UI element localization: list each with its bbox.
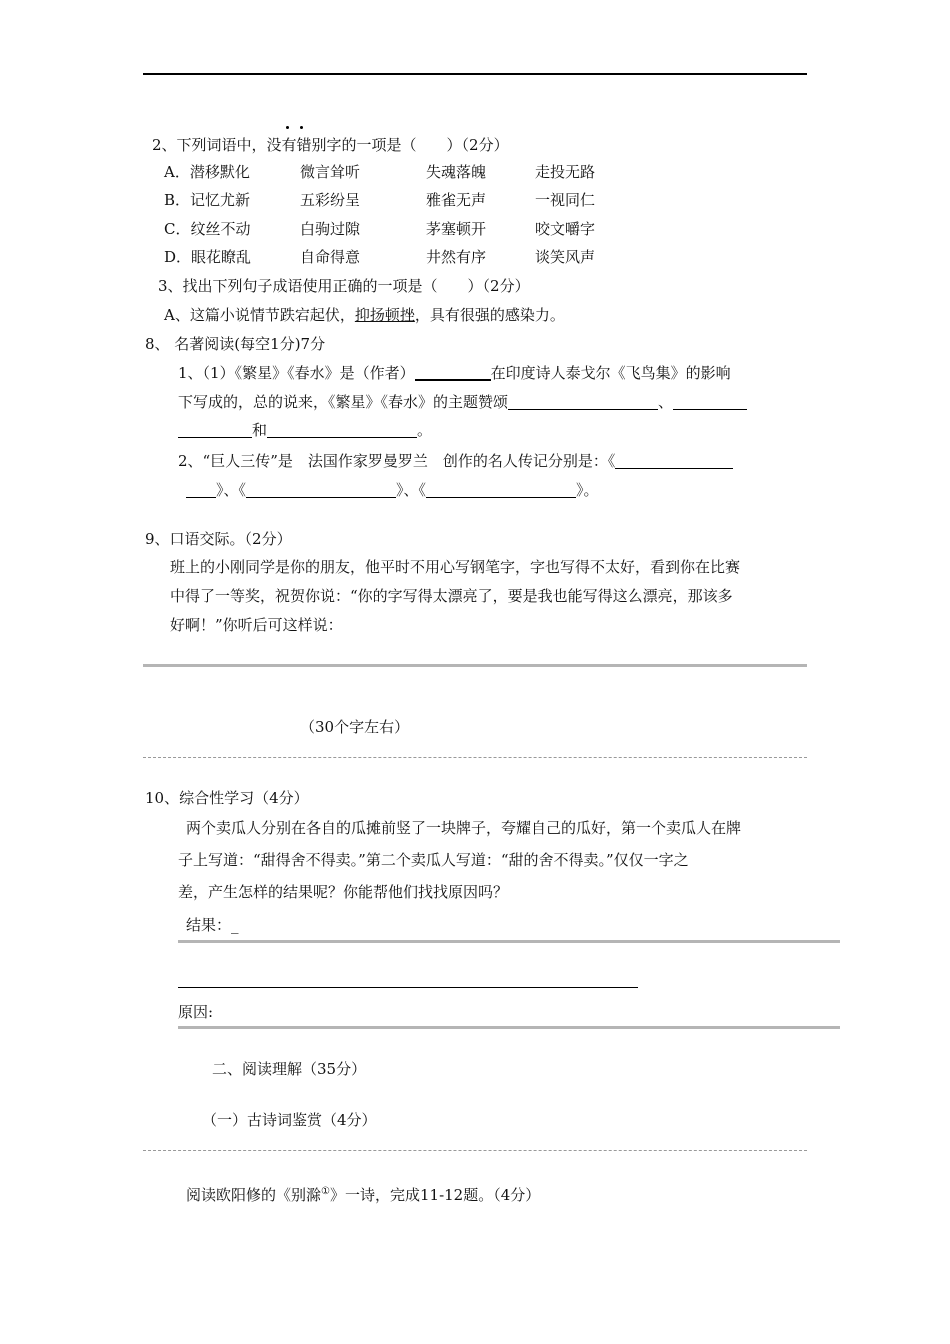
q8-line4: [178, 450, 733, 471]
intro-text: 阅读欧阳修的《别滁: [186, 1186, 322, 1204]
answer-blank[interactable]: [426, 481, 576, 498]
option-word: 雅雀无声: [426, 191, 487, 209]
answer-blank[interactable]: [508, 393, 658, 410]
q8-line3: [178, 419, 432, 440]
option-word: 微言耸听: [300, 163, 361, 181]
q10-result-line[interactable]: [178, 940, 840, 943]
q8-title: 8、 名著阅读(每空1分)7分: [145, 335, 326, 353]
q8-text: 、: [658, 393, 674, 411]
q10-result-line-2[interactable]: [178, 987, 638, 988]
q8-text: 。: [417, 421, 433, 439]
answer-blank[interactable]: [415, 363, 491, 381]
reading-intro: [186, 1184, 540, 1205]
q3-text: A、这篇小说情节跌宕起伏，: [164, 306, 355, 324]
q10-paragraph-line: 差，产生怎样的结果呢？你能帮他们找找原因吗？: [178, 883, 509, 901]
section-title: 二、阅读理解（35分）: [212, 1060, 367, 1078]
q10-result-label: 结果：_: [186, 916, 239, 934]
q9-title: 9、口语交际。（2分）: [145, 530, 292, 548]
emphasis-dot: [286, 126, 289, 129]
q8-text: 》。: [576, 481, 599, 499]
option-word: 自命得意: [300, 248, 361, 266]
q9-paragraph-line: 中得了一等奖，祝贺你说：“你的字写得太漂亮了，要是我也能写得这么漂亮，那该多: [170, 587, 733, 605]
option-word: B．记忆尤新: [164, 191, 251, 209]
option-word: A．潜移默化: [164, 163, 250, 181]
option-word: 咬文嚼字: [535, 220, 596, 238]
q8-text: 在印度诗人泰戈尔《飞鸟集》的影响: [490, 364, 731, 382]
q8-line5: [186, 479, 599, 500]
q8-line1: [178, 362, 731, 383]
option-word: D．眼花瞭乱: [164, 248, 252, 266]
answer-blank[interactable]: [186, 481, 216, 498]
dashed-divider: [143, 1150, 807, 1151]
answer-blank[interactable]: [178, 421, 252, 438]
option-word: 失魂落魄: [426, 163, 487, 181]
q10-paragraph-line: 两个卖瓜人分别在各自的瓜摊前竖了一块牌子，夸耀自己的瓜好，第一个卖瓜人在牌: [186, 819, 742, 837]
q8-text: 》、《: [396, 481, 427, 499]
q8-text: 和: [252, 421, 268, 439]
option-word: 白驹过隙: [300, 220, 361, 238]
q10-paragraph-line: 子上写道：“甜得舍不得卖。”第二个卖瓜人写道：“甜的舍不得卖。”仅仅一字之: [178, 851, 689, 869]
q2-stem: 2、下列词语中，没有错别字的一项是（ ）（2分）: [152, 136, 509, 154]
subsection-title: （一）古诗词鉴赏（4分）: [202, 1111, 377, 1129]
option-word: 茅塞顿开: [426, 220, 487, 238]
q8-text: 2、“巨人三传”是 法国作家罗曼罗兰 创作的名人传记分别是：《: [178, 452, 616, 470]
option-word: 谈笑风声: [535, 248, 596, 266]
q9-paragraph-line: 好啊！”你听后可这样说：: [170, 616, 343, 634]
q8-line2: [178, 391, 747, 412]
q10-title: 10、综合性学习（4分）: [145, 789, 309, 807]
option-word: 走投无路: [535, 163, 596, 181]
q9-hint: （30个字左右）: [300, 718, 410, 736]
q9-answer-line[interactable]: [143, 664, 807, 667]
option-word: 井然有序: [426, 248, 487, 266]
answer-blank[interactable]: [673, 393, 747, 410]
q8-text: 》、《: [216, 481, 247, 499]
dashed-divider: [143, 757, 807, 758]
q3-stem: 3、找出下列句子成语使用正确的一项是（ ）（2分）: [158, 277, 530, 295]
q3-text: ，具有很强的感染力。: [414, 306, 565, 324]
q3-option-a: [164, 304, 565, 325]
q8-text: 1、（1）《繁星》《春水》是（作者）: [178, 364, 415, 382]
option-word: 一视同仁: [535, 191, 596, 209]
q3-underlined-idiom: 抑扬顿挫: [354, 306, 415, 324]
answer-blank[interactable]: [615, 452, 733, 469]
q8-text: 下写成的，总的说来，《繁星》《春水》的主题赞颂: [178, 393, 509, 411]
q9-paragraph-line: 班上的小刚同学是你的朋友，他平时不用心写钢笔字，字也写得不太好，看到你在比赛: [170, 558, 741, 576]
intro-text: 》一诗，完成11-12题。（4分）: [329, 1186, 541, 1204]
q10-reason-line[interactable]: [178, 1026, 840, 1029]
header-rule: [143, 73, 807, 75]
footnote-marker: ①: [321, 1186, 330, 1197]
option-word: 五彩纷呈: [300, 191, 361, 209]
q10-reason-label: 原因:: [178, 1003, 214, 1021]
answer-blank[interactable]: [267, 421, 417, 438]
emphasis-dot: [300, 126, 303, 129]
option-word: C．纹丝不动: [164, 220, 251, 238]
answer-blank[interactable]: [246, 481, 396, 498]
